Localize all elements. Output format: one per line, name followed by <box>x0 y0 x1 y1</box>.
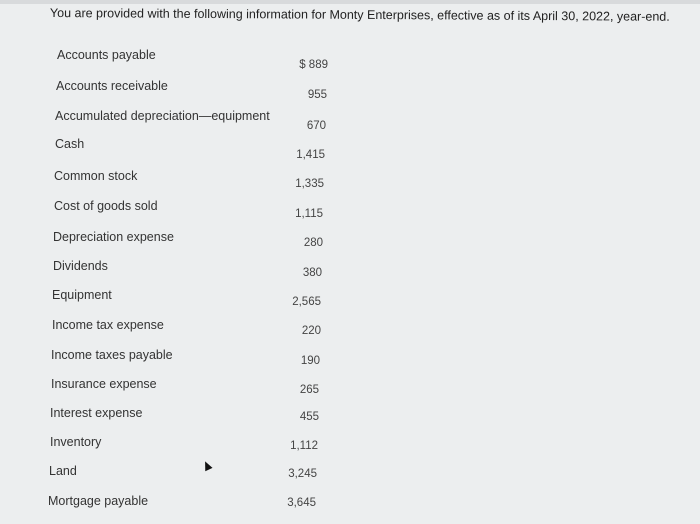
list-item <box>0 377 700 397</box>
account-name: Mortgage payable <box>48 494 149 508</box>
account-name: Income tax expense <box>52 318 164 332</box>
account-amount: 3,645 <box>287 497 316 509</box>
list-item <box>0 109 700 132</box>
list-item <box>0 137 700 161</box>
account-name: Accounts receivable <box>56 79 168 93</box>
account-name: Common stock <box>54 169 138 183</box>
account-name: Cash <box>55 137 85 151</box>
list-item <box>0 494 700 514</box>
list-item <box>0 288 700 308</box>
account-amount: 3,245 <box>288 468 317 480</box>
account-name: Depreciation expense <box>53 230 174 244</box>
account-amount: 670 <box>306 120 326 132</box>
account-amount: 1,112 <box>290 440 318 452</box>
list-item <box>0 199 700 219</box>
account-amount: 2,565 <box>292 296 321 308</box>
account-amount: 955 <box>307 89 327 101</box>
account-amount: 455 <box>299 411 319 423</box>
account-name: Land <box>49 464 77 478</box>
account-amount: 265 <box>299 384 319 396</box>
account-name: Cost of goods sold <box>54 199 158 213</box>
account-name: Income taxes payable <box>51 348 173 362</box>
problem-statement: You are provided with the following information for Monty Enterprises, effective as of its April 30, 2022, year-end. <box>49 6 670 24</box>
account-amount: 1,415 <box>296 149 325 161</box>
list-item <box>0 348 700 368</box>
account-amount: $ 889 <box>299 59 328 71</box>
account-name: Equipment <box>52 288 112 302</box>
account-amount: 220 <box>301 325 321 337</box>
list-item <box>0 169 700 189</box>
list-item <box>0 48 700 71</box>
account-name: Accounts payable <box>57 48 156 62</box>
account-name: Insurance expense <box>51 377 157 391</box>
account-name: Accumulated depreciation—equipment <box>55 109 270 123</box>
account-amount: 190 <box>300 355 320 367</box>
list-item <box>0 230 700 250</box>
list-item <box>0 318 700 338</box>
list-item <box>0 435 700 455</box>
account-name: Interest expense <box>50 406 143 420</box>
list-item <box>0 79 700 99</box>
list-item <box>0 259 700 279</box>
account-amount: 380 <box>302 267 322 279</box>
list-item <box>0 406 700 426</box>
account-amount: 1,335 <box>295 178 324 190</box>
account-name: Dividends <box>53 259 108 273</box>
account-name: Inventory <box>50 435 102 449</box>
account-amount: 1,115 <box>295 208 323 220</box>
list-item <box>0 464 700 484</box>
account-amount: 280 <box>303 237 323 249</box>
